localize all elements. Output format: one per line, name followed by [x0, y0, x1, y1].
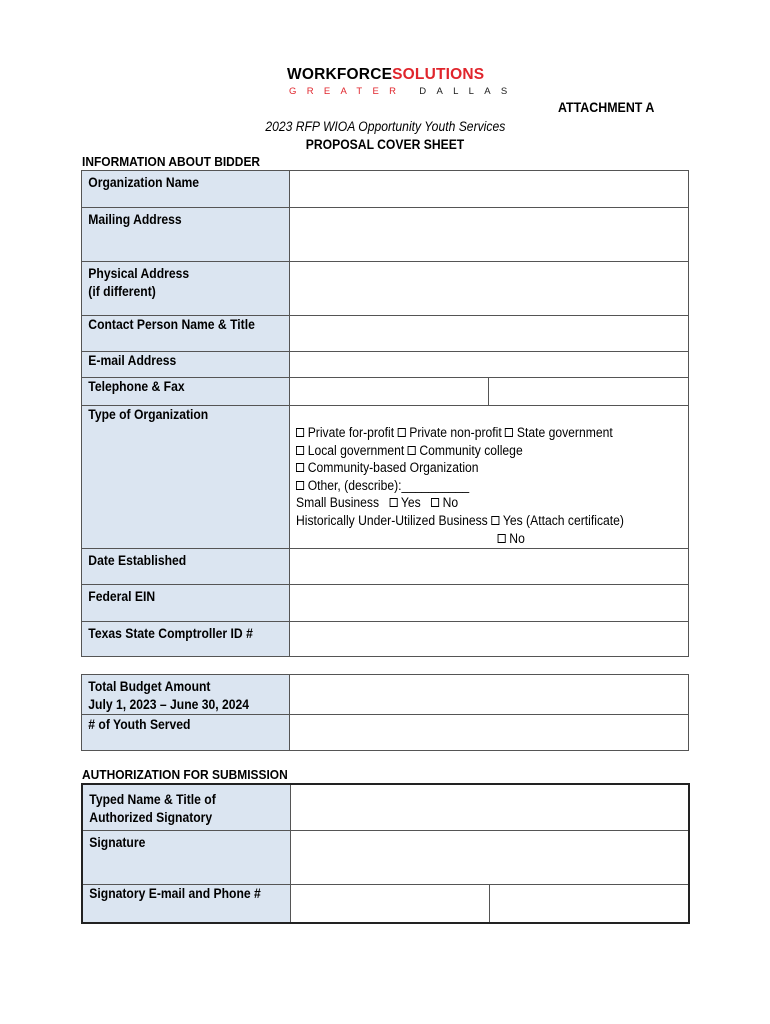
total-budget-field[interactable]	[290, 675, 689, 715]
email-label: E-mail Address	[82, 352, 290, 378]
checkbox-private-for-profit[interactable]	[296, 428, 304, 437]
youth-served-label: # of Youth Served	[82, 715, 290, 751]
checkbox-hub-yes[interactable]	[491, 516, 499, 525]
contact-person-label: Contact Person Name & Title	[82, 316, 290, 352]
mailing-address-label: Mailing Address	[82, 208, 290, 262]
logo-workforce: WORKFORCE	[287, 66, 393, 83]
comptroller-id-field[interactable]	[290, 622, 689, 657]
checkbox-community-college[interactable]	[408, 446, 416, 455]
authorization-table	[81, 783, 690, 924]
youth-served-field[interactable]	[290, 715, 689, 751]
fax-field[interactable]	[489, 378, 689, 406]
bidder-section-heading: INFORMATION ABOUT BIDDER	[82, 154, 261, 169]
bidder-info-table	[81, 170, 689, 657]
physical-address-label: Physical Address (if different)	[82, 262, 290, 316]
page-title: PROPOSAL COVER SHEET	[305, 137, 465, 152]
org-name-label: Organization Name	[82, 171, 290, 208]
signatory-contact-label: Signatory E-mail and Phone #	[82, 884, 290, 923]
checkbox-private-non-profit[interactable]	[398, 428, 406, 437]
telephone-fax-label: Telephone & Fax	[82, 378, 290, 406]
rfp-subtitle: 2023 RFP WIOA Opportunity Youth Services	[265, 119, 505, 134]
checkbox-small-business-yes[interactable]	[389, 498, 397, 507]
checkbox-small-business-no[interactable]	[431, 498, 439, 507]
typed-name-label: Typed Name & Title of Authorized Signatory	[82, 784, 290, 830]
logo-dallas: DALLAS	[419, 86, 518, 97]
federal-ein-field[interactable]	[290, 585, 689, 622]
signatory-phone-field[interactable]	[489, 884, 689, 923]
date-established-field[interactable]	[290, 549, 689, 585]
typed-name-field[interactable]	[290, 784, 689, 830]
signatory-email-field[interactable]	[290, 884, 489, 923]
logo-subline	[289, 86, 518, 97]
checkbox-local-government[interactable]	[296, 446, 304, 455]
org-type-options: Private for-profit Private non-profit State government Local government Community college Community-based Organization Other, (describe):__________ Small Business Yes No Historically Under-Utilized Business Yes (Attach certificate) No	[290, 406, 689, 549]
email-field[interactable]	[290, 352, 689, 378]
logo-greater: GREATER	[289, 86, 407, 97]
checkbox-community-based[interactable]	[296, 463, 304, 472]
logo-solutions: SOLUTIONS	[392, 66, 485, 83]
comptroller-id-label: Texas State Comptroller ID #	[82, 622, 290, 657]
checkbox-other[interactable]	[296, 481, 304, 490]
signature-label: Signature	[82, 830, 290, 884]
budget-table	[81, 674, 689, 751]
org-name-field[interactable]	[290, 171, 689, 208]
contact-person-field[interactable]	[290, 316, 689, 352]
federal-ein-label: Federal EIN	[82, 585, 290, 622]
signature-field[interactable]	[290, 830, 689, 884]
checkbox-state-government[interactable]	[505, 428, 513, 437]
logo-wordmark	[287, 66, 484, 84]
total-budget-label: Total Budget Amount July 1, 2023 – June 30, 2024	[82, 675, 290, 715]
org-type-label: Type of Organization	[82, 406, 290, 549]
attachment-label: ATTACHMENT A	[558, 100, 655, 115]
telephone-field[interactable]	[290, 378, 489, 406]
authorization-section-heading: AUTHORIZATION FOR SUBMISSION	[82, 767, 288, 782]
checkbox-hub-no[interactable]	[498, 534, 506, 543]
date-established-label: Date Established	[82, 549, 290, 585]
physical-address-field[interactable]	[290, 262, 689, 316]
mailing-address-field[interactable]	[290, 208, 689, 262]
